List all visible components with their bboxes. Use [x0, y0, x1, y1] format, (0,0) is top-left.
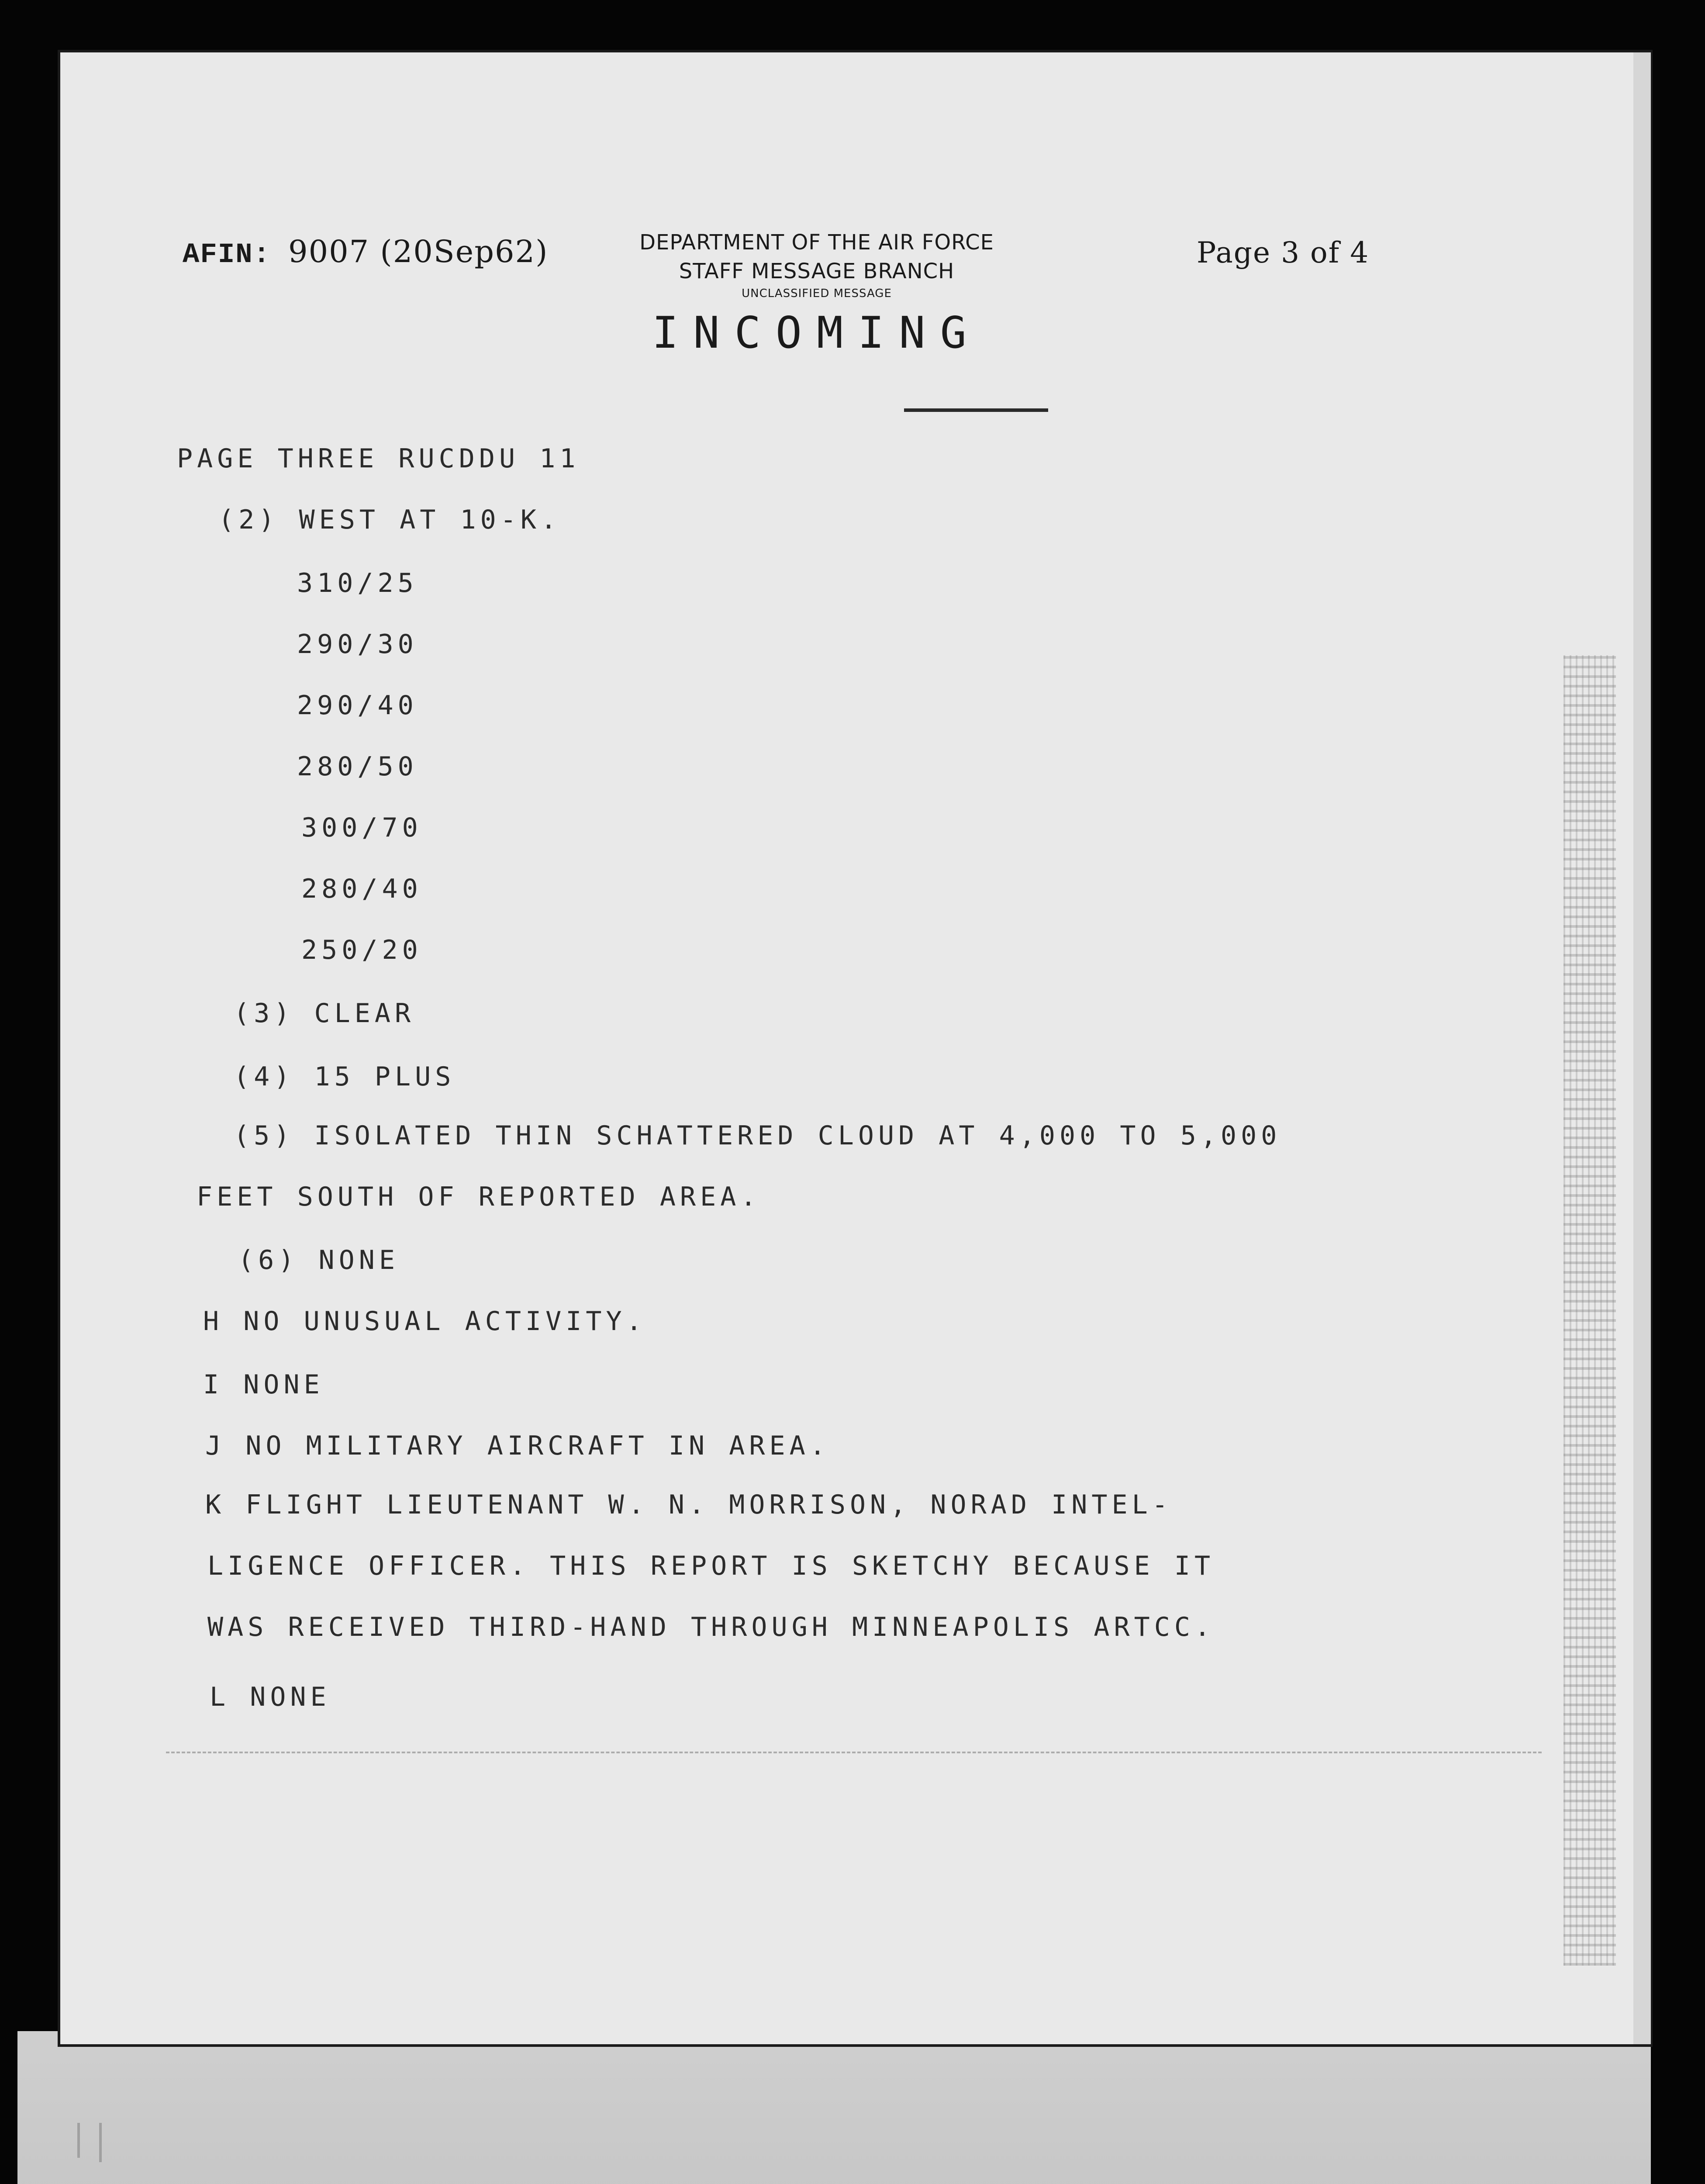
perforation-line [166, 1752, 1542, 1753]
branch-name: STAFF MESSAGE BRANCH [679, 259, 955, 283]
message-line: J NO MILITARY AIRCRAFT IN AREA. [205, 1431, 830, 1461]
message-line: PAGE THREE RUCDDU 11 [177, 443, 580, 474]
message-line: L NONE [210, 1682, 331, 1712]
message-type-title: INCOMING [652, 307, 981, 358]
message-line: (4) 15 PLUS [234, 1061, 456, 1092]
message-line: 280/50 [297, 751, 418, 782]
message-line: FEET SOUTH OF REPORTED AREA. [197, 1182, 761, 1212]
scan-noise [1563, 655, 1616, 1966]
message-line: LIGENCE OFFICER. THIS REPORT IS SKETCHY BECAUSE IT [207, 1551, 1215, 1581]
message-line: (6) NONE [238, 1245, 399, 1275]
message-line: 290/40 [297, 690, 418, 721]
afin-value: 9007 (20Sep62) [288, 234, 549, 270]
message-line: 250/20 [301, 935, 422, 965]
letterhead [568, 227, 1066, 359]
message-line: (3) CLEAR [234, 998, 415, 1029]
message-line: (2) WEST AT 10-K. [218, 505, 561, 535]
message-line: I NONE [203, 1369, 324, 1400]
message-line: WAS RECEIVED THIRD-HAND THROUGH MINNEAPOLIS ARTCC. [207, 1612, 1215, 1642]
message-line: (5) ISOLATED THIN SCHATTERED CLOUD AT 4,000 TO 5,000 [234, 1120, 1281, 1151]
page-edge [1633, 52, 1651, 2044]
afin-reference [183, 234, 548, 271]
title-underline [904, 408, 1048, 412]
afin-label: AFIN: [183, 239, 271, 271]
classification-label: UNCLASSIFIED MESSAGE [742, 287, 892, 300]
message-line: 310/25 [297, 568, 418, 598]
backing-sheet [17, 2031, 1651, 2184]
message-line: 300/70 [301, 812, 422, 843]
message-line: 290/30 [297, 629, 418, 660]
page-indicator: Page 3 of 4 [1197, 236, 1370, 270]
department-name: DEPARTMENT OF THE AIR FORCE [639, 230, 994, 255]
message-line: H NO UNUSUAL ACTIVITY. [203, 1306, 646, 1337]
handwritten-mark-image [52, 2097, 210, 2184]
message-line: 280/40 [301, 874, 422, 904]
message-line: K FLIGHT LIEUTENANT W. N. MORRISON, NORAD INTEL- [205, 1489, 1172, 1520]
